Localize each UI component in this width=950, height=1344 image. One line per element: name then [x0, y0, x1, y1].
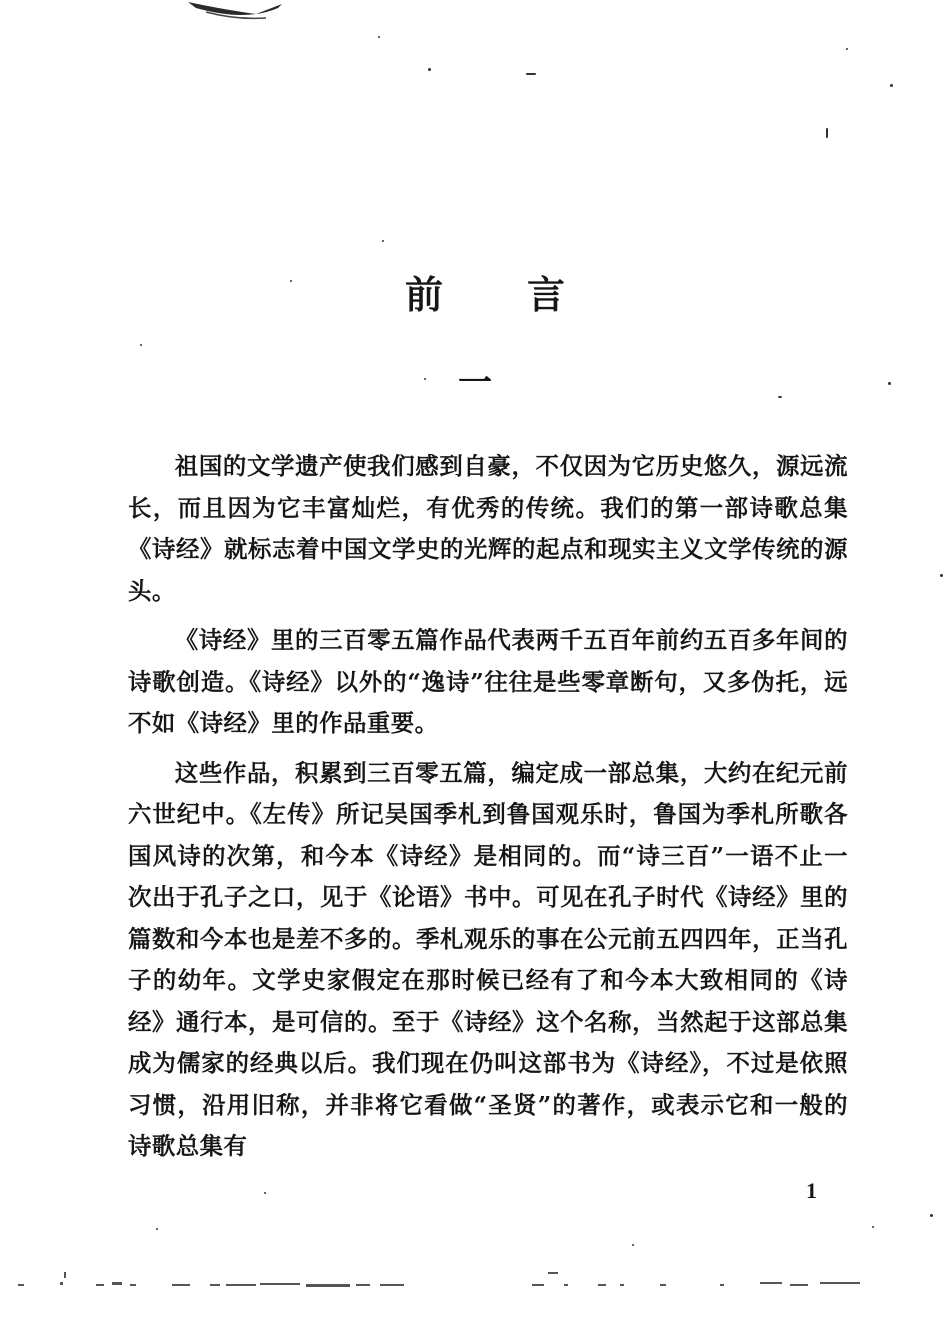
speck [156, 1228, 158, 1230]
speck [846, 48, 848, 50]
paragraph: 这些作品，积累到三百零五篇，编定成一部总集，大约在纪元前六世纪中。《左传》所记吴国季札到鲁国观乐时，鲁国为季札所歌各国风诗的次第，和今本《诗经》是相同的。而“诗三百”一语不止一次出于孔子之口，见于《论语》书中。可见在孔子时代《诗经》里的篇数和今本也是差不多的。季札观乐的事在公元前五四四年，正当孔子的幼年。文学史家假定在那时候已经有了和今本大致相同的《诗经》通行本，是可信的。至于《诗经》这个名称，当然起于这部总集成为儒家的经典以后。我们现在仍叫这部书为《诗经》，不过是依照习惯，沿用旧称，并非将它看做“圣贤”的著作，或表示它和一般的诗歌总集有 [128, 758, 848, 1160]
speck [264, 1192, 266, 1194]
speck [526, 73, 536, 75]
speck [890, 84, 893, 87]
speck [930, 1214, 933, 1217]
speck [290, 280, 292, 282]
paragraph: 祖国的文学遗产使我们感到自豪，不仅因为它历史悠久，源远流长，而且因为它丰富灿烂，有优秀的传统。我们的第一部诗歌总集《诗经》就标志着中国文学史的光辉的起点和现实主义文学传统的源头。 [128, 452, 848, 605]
chapter-title: 前言 [405, 272, 650, 317]
section-number: 一 [458, 363, 492, 403]
page-number: 1 [806, 1178, 817, 1203]
body-text [128, 446, 848, 1176]
speck [140, 344, 142, 346]
speck [940, 574, 943, 577]
printing-smudge [186, 0, 286, 24]
speck [428, 68, 431, 71]
speck [632, 1244, 634, 1246]
speck [378, 36, 380, 38]
scan-noise [0, 1270, 950, 1300]
paragraph: 《诗经》里的三百零五篇作品代表两千五百年前约五百多年间的诗歌创造。《诗经》以外的“逸诗”往往是些零章断句，又多伪托，远不如《诗经》里的作品重要。 [128, 626, 848, 737]
speck [872, 1226, 874, 1228]
speck [382, 240, 384, 242]
speck [826, 128, 828, 138]
